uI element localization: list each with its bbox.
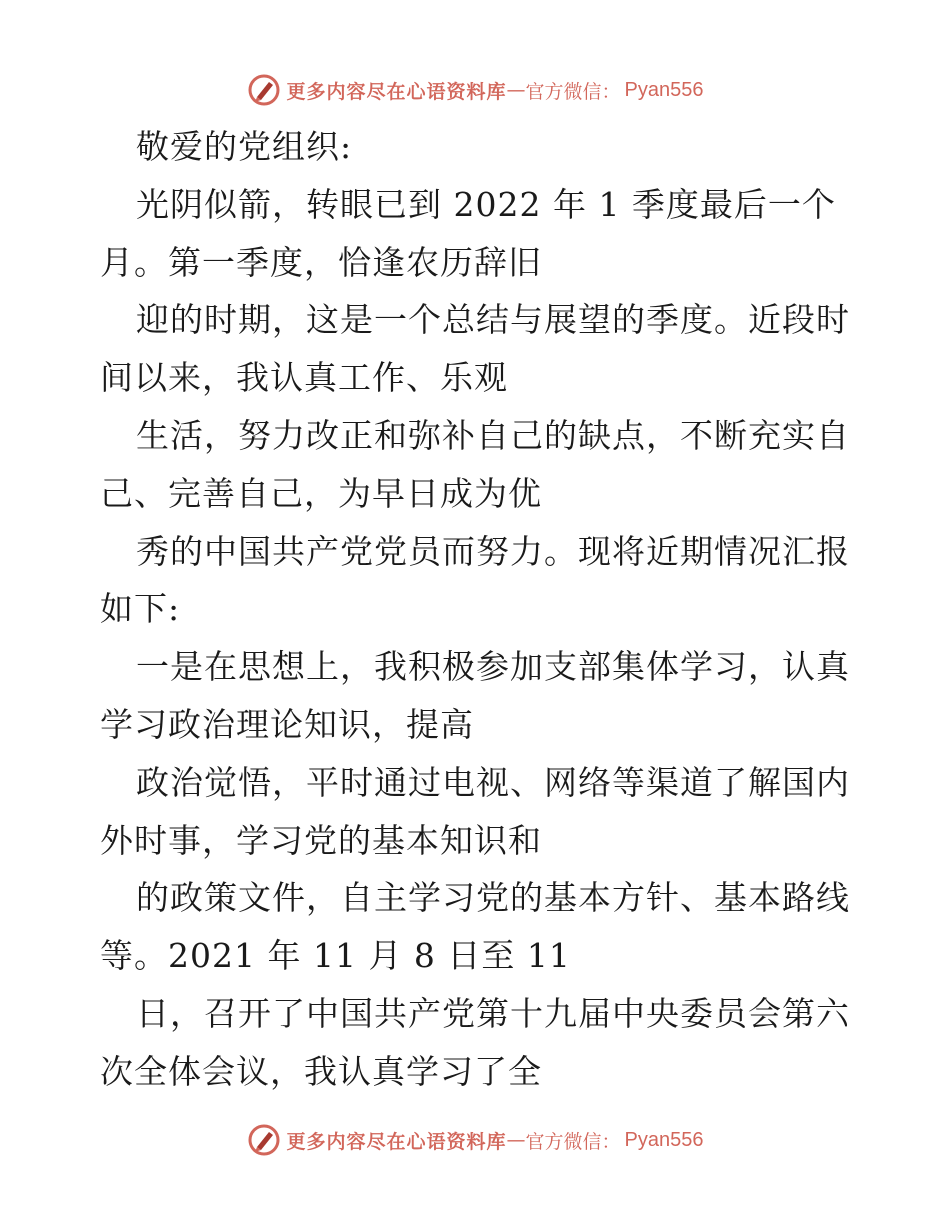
wechat-id: Pyan556	[624, 1128, 704, 1151]
separator-dash: —	[506, 1129, 526, 1151]
text-line: 生活，努力改正和弥补自己的缺点，不断充实自	[136, 415, 850, 455]
text-line: 等。2021 年 11 月 8 日至 11	[100, 936, 571, 976]
text-line: 一是在思想上，我积极参加支部集体学习，认真	[136, 647, 850, 687]
brand-text: 更多内容尽在心语资料库	[286, 1130, 507, 1153]
text-line: 秀的中国共产党党员而努力。现将近期情况汇报	[136, 531, 850, 571]
text-line: 外时事，学习党的基本知识和	[100, 820, 542, 860]
text-line: 的政策文件，自主学习党的基本方针、基本路线	[136, 878, 850, 918]
salutation: 敬爱的党组织:	[136, 127, 353, 166]
wechat-id: Pyan556	[624, 78, 704, 101]
text-line: 次全体会议，我认真学习了全	[100, 1051, 542, 1091]
text-line: 日，召开了中国共产党第十九届中央委员会第六	[136, 993, 850, 1033]
pen-logo-icon	[247, 73, 281, 107]
official-wechat-label: 官方微信：	[525, 80, 621, 103]
brand-text: 更多内容尽在心语资料库	[286, 80, 507, 103]
text-line: 政治觉悟，平时通过电视、网络等渠道了解国内	[136, 762, 850, 802]
official-wechat-label: 官方微信：	[525, 1130, 621, 1153]
footer-banner	[0, 1120, 950, 1160]
text-line: 间以来，我认真工作、乐观	[100, 358, 508, 398]
text-line: 光阴似箭，转眼已到 2022 年 1 季度最后一个	[136, 184, 836, 224]
text-line: 学习政治理论知识，提高	[100, 704, 474, 744]
header-banner	[0, 70, 950, 110]
text-line: 如下:	[100, 589, 181, 629]
separator-dash: —	[506, 79, 526, 101]
text-line: 迎的时期，这是一个总结与展望的季度。近段时	[136, 300, 850, 340]
text-line: 己、完善自己，为早日成为优	[100, 473, 542, 513]
letter-body	[100, 118, 860, 1101]
pen-logo-icon	[247, 1123, 281, 1157]
text-line: 月。第一季度，恰逢农历辞旧	[100, 242, 542, 282]
